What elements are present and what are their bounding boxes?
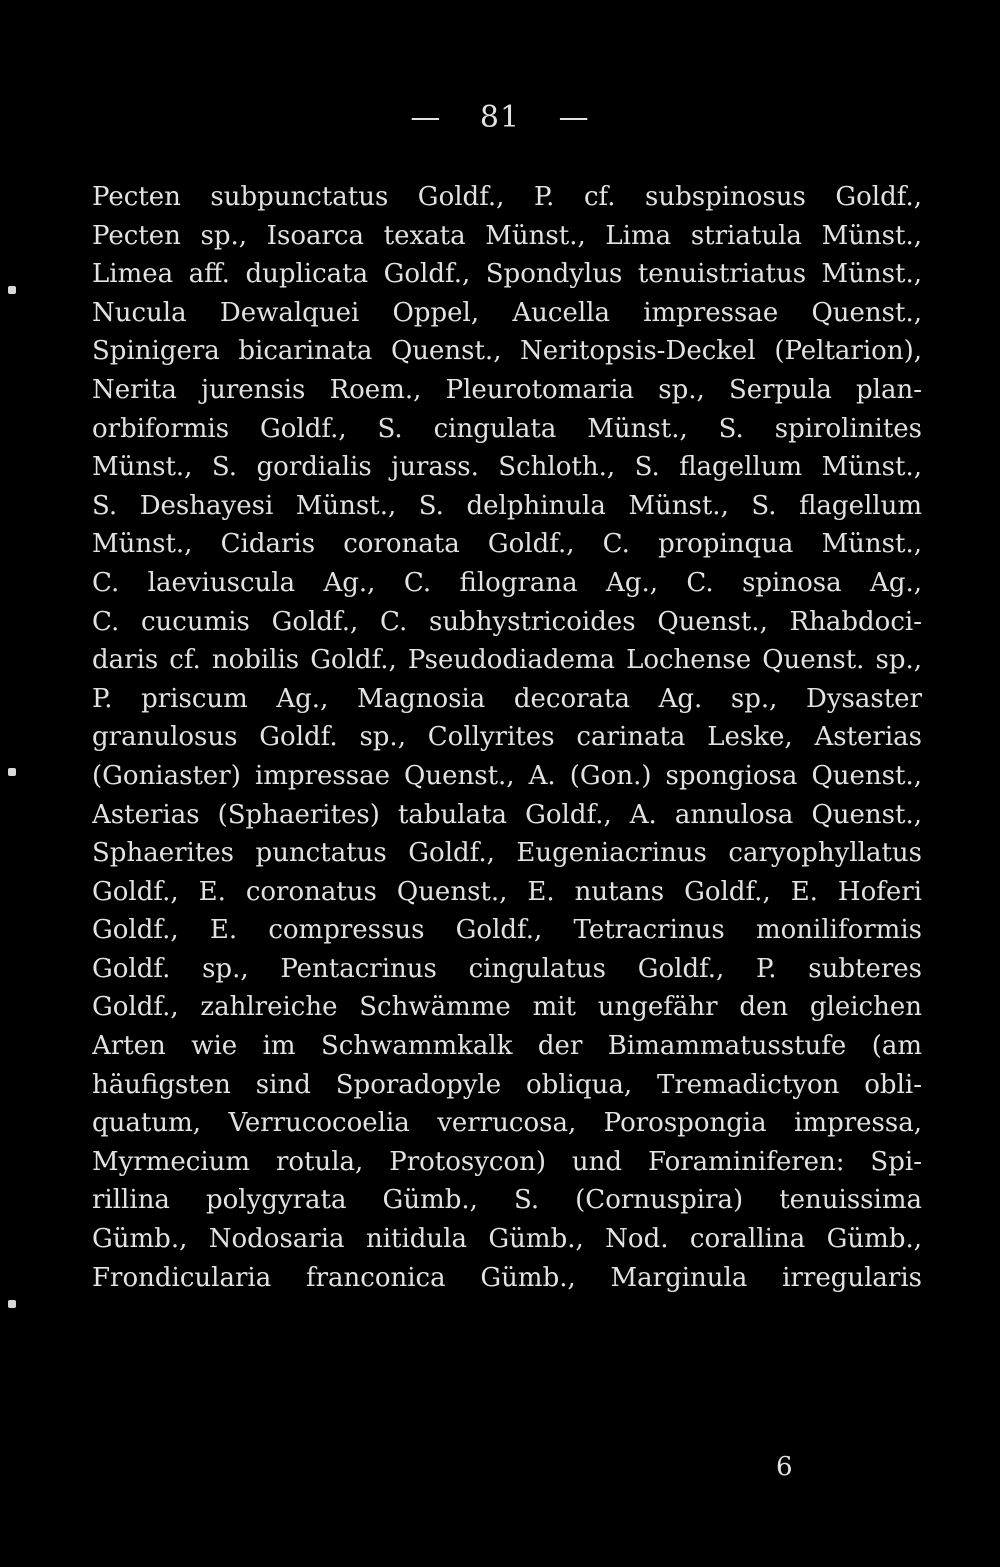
text-line: Gümb., Nodosaria nitidula Gümb., Nod. corallina Gümb., (92, 1224, 922, 1255)
header-dash-right: — (558, 100, 590, 135)
text-line: Nerita jurensis Roem., Pleurotomaria sp., Serpula plan- (92, 374, 922, 405)
text-line: S. Deshayesi Münst., S. delphinula Münst., S. flagellum (92, 490, 922, 521)
text-line: Goldf., E. compressus Goldf., Tetracrinus moniliformis (92, 915, 922, 946)
text-line: Myrmecium rotula, Protosycon) und Foraminiferen: Spi- (92, 1146, 922, 1177)
text-line: Limea aff. duplicata Goldf., Spondylus tenuistriatus Münst., (92, 259, 922, 290)
text-line: Goldf., zahlreiche Schwämme mit ungefähr den gleichen (92, 992, 922, 1023)
text-line: Spinigera bicarinata Quenst., Neritopsis-Deckel (Peltarion), (92, 336, 922, 367)
text-line: Pecten sp., Isoarca texata Münst., Lima striatula Münst., (92, 220, 922, 251)
text-line: Pecten subpunctatus Goldf., P. cf. subspinosus Goldf., (92, 182, 922, 212)
text-line: orbiformis Goldf., S. cingulata Münst., S. spirolinites (92, 413, 922, 444)
margin-mark (8, 768, 16, 776)
margin-mark (8, 286, 16, 294)
text-line: daris cf. nobilis Goldf., Pseudodiadema Lochense Quenst. sp., (92, 645, 922, 676)
text-line: Sphaerites punctatus Goldf., Eugeniacrinus caryophyllatus (92, 838, 922, 869)
text-line: P. priscum Ag., Magnosia decorata Ag. sp., Dysaster (92, 683, 922, 714)
text-line: Frondicularia franconica Gümb., Marginula irregularis (92, 1262, 922, 1293)
text-line: Arten wie im Schwammkalk der Bimammatusstufe (am (92, 1031, 922, 1062)
text-line: quatum, Verrucocoelia verrucosa, Porospongia impressa, (92, 1108, 922, 1139)
text-line: rillina polygyrata Gümb., S. (Cornuspira) tenuissima (92, 1185, 922, 1216)
text-line: Goldf., E. coronatus Quenst., E. nutans Goldf., E. Hoferi (92, 876, 922, 907)
text-line: häufigsten sind Sporadopyle obliqua, Tremadictyon obli- (92, 1069, 922, 1100)
page-header (0, 100, 1000, 135)
signature-mark: 6 (776, 1452, 793, 1482)
text-line: C. laeviuscula Ag., C. filograna Ag., C. spinosa Ag., (92, 567, 922, 598)
text-line: Goldf. sp., Pentacrinus cingulatus Goldf., P. subteres (92, 953, 922, 984)
text-line: Münst., S. gordialis jurass. Schloth., S. flagellum Münst., (92, 452, 922, 483)
text-line: Nucula Dewalquei Oppel, Aucella impressae Quenst., (92, 297, 922, 328)
text-line: C. cucumis Goldf., C. subhystricoides Quenst., Rhabdoci- (92, 606, 922, 637)
header-dash-left: — (410, 100, 442, 135)
page-number: 81 (479, 100, 521, 135)
margin-mark (8, 1300, 16, 1308)
text-line: Asterias (Sphaerites) tabulata Goldf., A. annulosa Quenst., (92, 799, 922, 830)
body-text (92, 178, 922, 1297)
text-line: Münst., Cidaris coronata Goldf., C. propinqua Münst., (92, 529, 922, 560)
text-line: granulosus Goldf. sp., Collyrites carinata Leske, Asterias (92, 722, 922, 753)
text-line: (Goniaster) impressae Quenst., A. (Gon.) spongiosa Quenst., (92, 760, 922, 791)
